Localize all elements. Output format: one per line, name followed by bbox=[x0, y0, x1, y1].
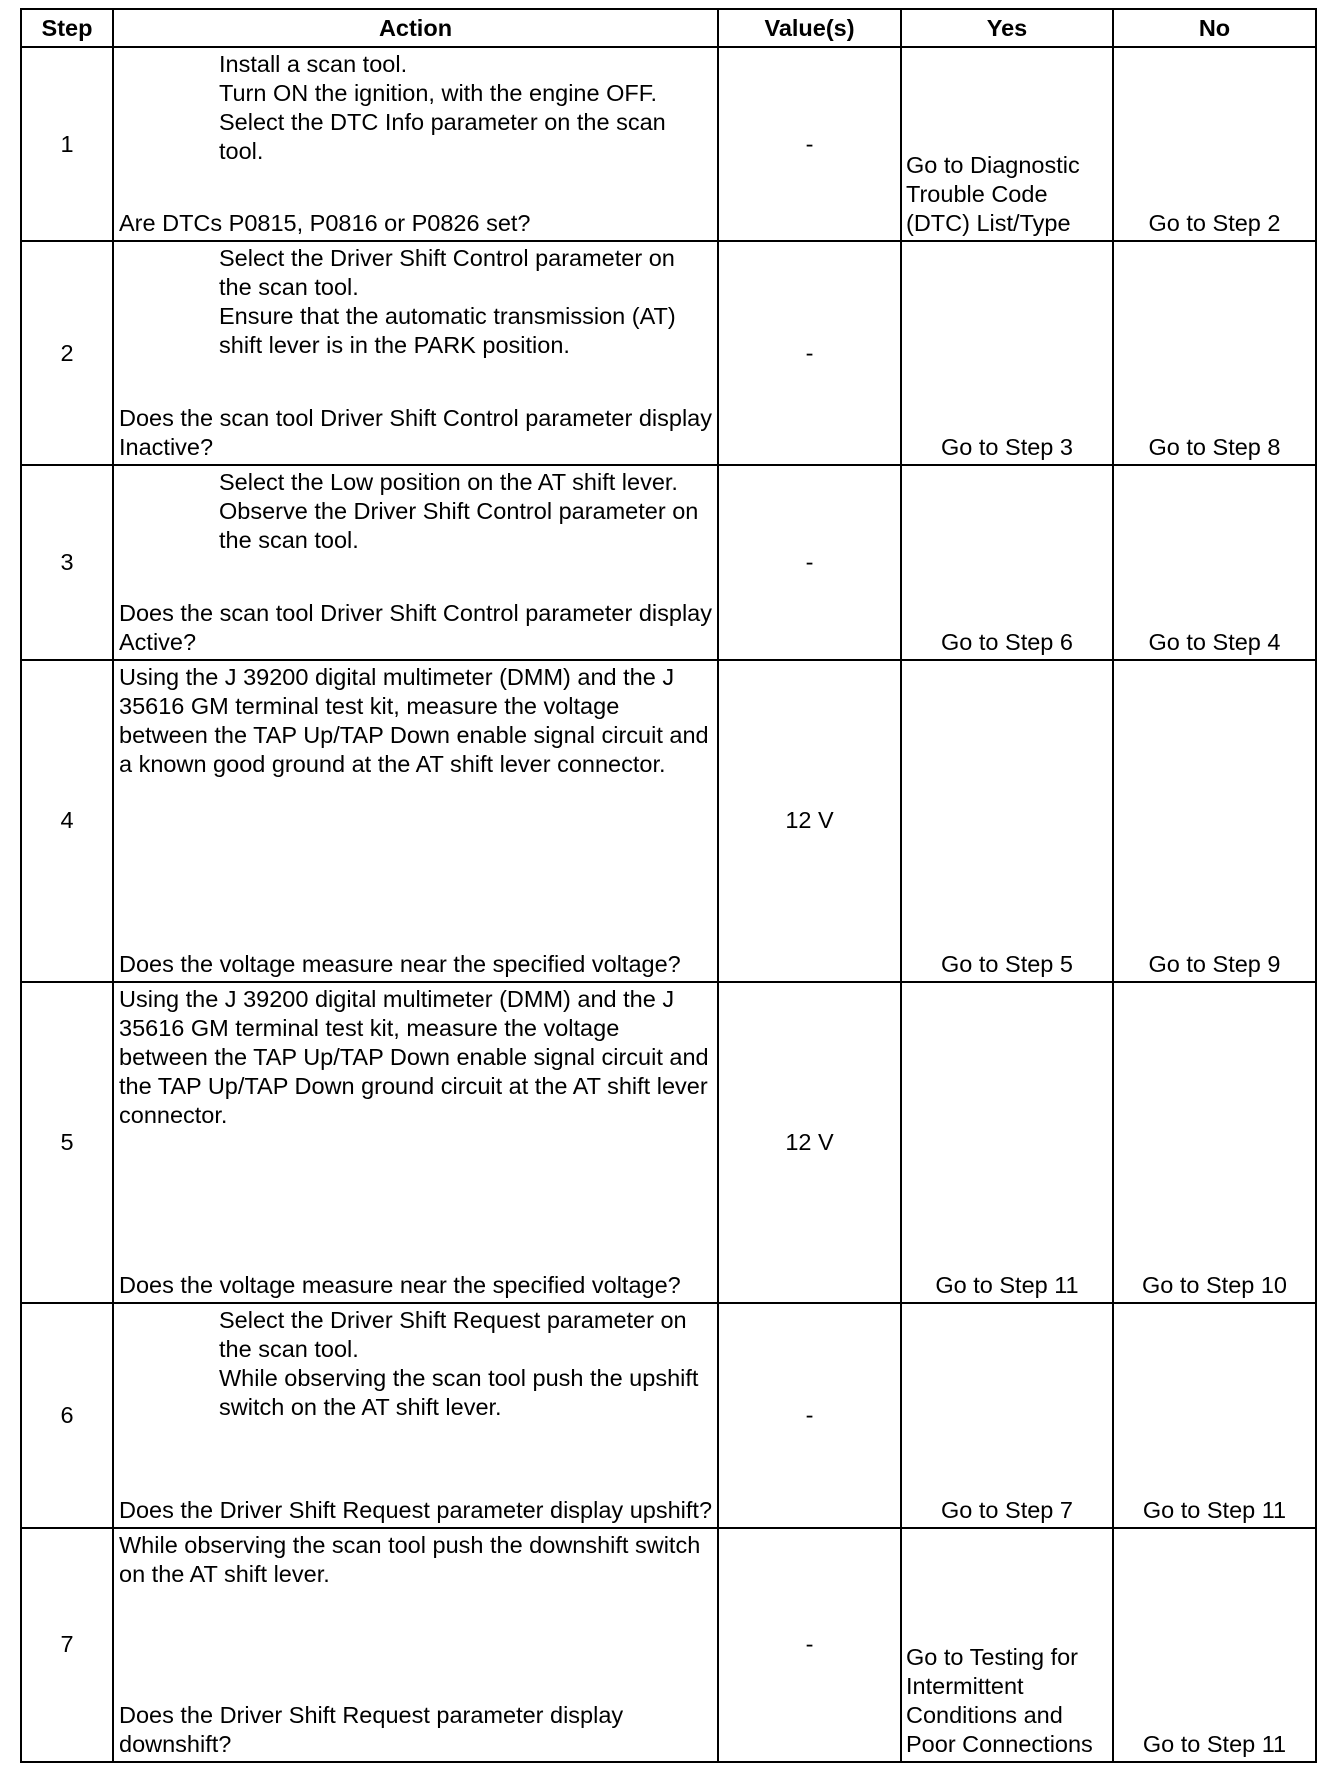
table-row bbox=[21, 465, 1316, 660]
table-row bbox=[21, 1528, 1316, 1762]
instruction: Select the DTC Info parameter on the scan tool. bbox=[219, 109, 666, 164]
action-cell bbox=[113, 1528, 718, 1762]
no-action: Go to Step 11 bbox=[1142, 1731, 1287, 1757]
no-action: Go to Step 10 bbox=[1141, 1271, 1288, 1298]
instruction: Using the J 39200 digital multimeter (DMM) and the J 35616 GM terminal test kit, measure the voltage between the TAP Up/TAP Down enable signal circuit and a known good ground at the AT shift lever connector. bbox=[119, 664, 709, 778]
header-step: Step bbox=[21, 9, 113, 47]
yes-cell bbox=[901, 47, 1113, 241]
instruction: Observe the Driver Shift Control parameter on the scan tool. bbox=[219, 498, 699, 554]
no-cell bbox=[1113, 241, 1316, 465]
table-row bbox=[21, 660, 1316, 981]
table-row bbox=[21, 47, 1316, 241]
diagnostic-page bbox=[20, 8, 1315, 1763]
no-cell bbox=[1113, 1528, 1316, 1762]
yes-action: Go to Step 6 bbox=[941, 629, 1073, 656]
step-number: 1 bbox=[21, 47, 113, 241]
question: Does the scan tool Driver Shift Control parameter display Inactive? bbox=[119, 405, 712, 461]
no-action: Go to Step 2 bbox=[1148, 210, 1281, 237]
diagnostic-table bbox=[20, 8, 1317, 1763]
table-row bbox=[21, 982, 1316, 1303]
header-values: Value(s) bbox=[718, 9, 901, 47]
no-action: Go to Step 9 bbox=[1148, 950, 1281, 977]
action-cell bbox=[113, 241, 718, 465]
yes-cell bbox=[901, 241, 1113, 465]
yes-action: Go to Step 5 bbox=[941, 950, 1073, 977]
yes-cell bbox=[901, 660, 1113, 981]
yes-action: Go to Testing for Intermittent Conditions and Poor Connections bbox=[906, 1644, 1093, 1757]
instruction: While observing the scan tool push the upshift switch on the AT shift lever. bbox=[219, 1364, 699, 1420]
table-row bbox=[21, 241, 1316, 465]
value-cell: - bbox=[718, 1528, 901, 1762]
instruction: Select the Driver Shift Control parameter on the scan tool. bbox=[219, 245, 675, 301]
step-number: 5 bbox=[21, 982, 113, 1303]
no-action: Go to Step 8 bbox=[1148, 434, 1281, 461]
instruction: Ensure that the automatic transmission (AT) shift lever is in the PARK position. bbox=[219, 303, 676, 359]
action-cell bbox=[113, 660, 718, 981]
yes-cell bbox=[901, 1303, 1113, 1528]
instruction: While observing the scan tool push the downshift switch on the AT shift lever. bbox=[119, 1531, 701, 1587]
no-cell bbox=[1113, 982, 1316, 1303]
no-action: Go to Step 11 bbox=[1142, 1496, 1287, 1523]
step-number: 2 bbox=[21, 241, 113, 465]
instruction: Install a scan tool. bbox=[219, 51, 408, 77]
step-number: 6 bbox=[21, 1303, 113, 1528]
question: Does the voltage measure near the specified voltage? bbox=[119, 950, 681, 977]
no-action: Go to Step 4 bbox=[1148, 629, 1281, 656]
action-cell bbox=[113, 465, 718, 660]
header-no: No bbox=[1113, 9, 1316, 47]
question: Does the Driver Shift Request parameter display downshift? bbox=[119, 1702, 624, 1757]
value-cell: - bbox=[718, 1303, 901, 1528]
header-yes: Yes bbox=[901, 9, 1113, 47]
step-number: 7 bbox=[21, 1528, 113, 1762]
no-cell bbox=[1113, 47, 1316, 241]
question: Does the voltage measure near the specified voltage? bbox=[119, 1271, 681, 1298]
yes-action: Go to Step 7 bbox=[941, 1496, 1073, 1523]
step-number: 4 bbox=[21, 660, 113, 981]
yes-action: Go to Step 3 bbox=[941, 434, 1073, 461]
question: Are DTCs P0815, P0816 or P0826 set? bbox=[119, 210, 531, 237]
no-cell bbox=[1113, 660, 1316, 981]
instruction: Using the J 39200 digital multimeter (DMM) and the J 35616 GM terminal test kit, measure the voltage between the TAP Up/TAP Down enable signal circuit and the TAP Up/TAP Down ground circuit at the AT shift lever connector. bbox=[119, 985, 709, 1128]
value-cell: 12 V bbox=[718, 660, 901, 981]
action-cell bbox=[113, 47, 718, 241]
step-number: 3 bbox=[21, 465, 113, 660]
yes-action: Go to Step 11 bbox=[935, 1271, 1079, 1298]
instruction: Select the Driver Shift Request parameter on the scan tool. bbox=[219, 1306, 687, 1362]
value-cell: - bbox=[718, 241, 901, 465]
value-cell: - bbox=[718, 47, 901, 241]
instruction: Turn ON the ignition, with the engine OFF. bbox=[219, 80, 658, 106]
header-row bbox=[21, 9, 1316, 47]
yes-cell bbox=[901, 982, 1113, 1303]
question: Does the Driver Shift Request parameter display upshift? bbox=[119, 1496, 713, 1523]
table-row bbox=[21, 1303, 1316, 1528]
action-cell bbox=[113, 1303, 718, 1528]
value-cell: 12 V bbox=[718, 982, 901, 1303]
yes-cell bbox=[901, 1528, 1113, 1762]
question: Does the scan tool Driver Shift Control parameter display Active? bbox=[119, 600, 712, 656]
instruction: Select the Low position on the AT shift lever. bbox=[219, 469, 678, 496]
yes-cell bbox=[901, 465, 1113, 660]
header-action: Action bbox=[113, 9, 718, 47]
value-cell: - bbox=[718, 465, 901, 660]
action-cell bbox=[113, 982, 718, 1303]
no-cell bbox=[1113, 465, 1316, 660]
yes-action: Go to Diagnostic Trouble Code (DTC) List/Type bbox=[906, 152, 1080, 237]
no-cell bbox=[1113, 1303, 1316, 1528]
